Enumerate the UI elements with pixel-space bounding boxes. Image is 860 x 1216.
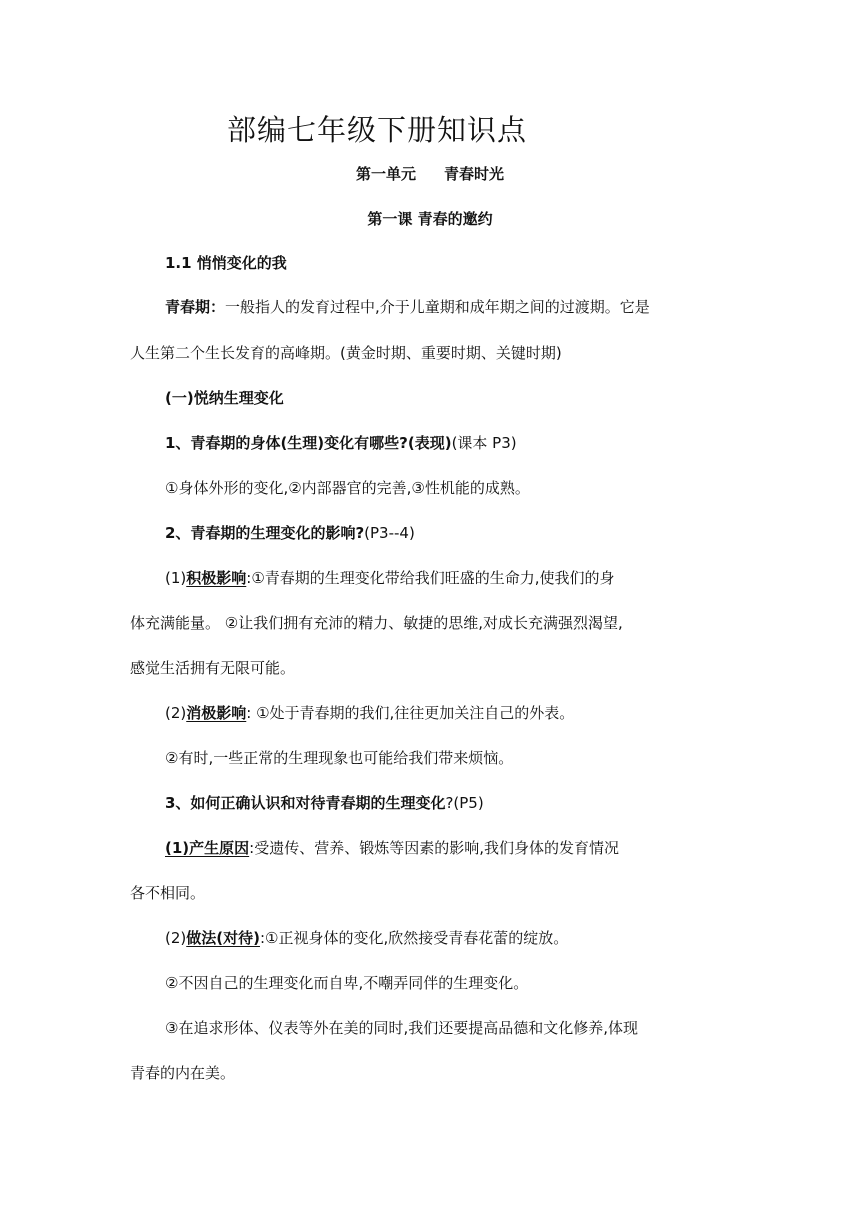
negative-effect-label: 消极影响: [186, 704, 247, 722]
unit-title: [0, 163, 860, 184]
question-3-ref: ?(P5): [445, 794, 484, 812]
positive-effect-number: (1): [165, 569, 187, 587]
document-title: 部编七年级下册知识点: [227, 113, 528, 147]
method-line-3: ③在追求形体、仪表等外在美的同时,我们还要提高品德和文化修养,体现: [165, 1019, 638, 1037]
question-1: [130, 433, 770, 453]
cause-line-1: [130, 838, 770, 858]
unit-label: 第一单元: [355, 165, 416, 183]
positive-effect-text-1: :①青春期的生理变化带给我们旺盛的生命力,使我们的身: [246, 569, 615, 587]
definition-line-1: [130, 297, 770, 317]
negative-effect-line-2: ②有时,一些正常的生理现象也可能给我们带来烦恼。: [165, 749, 514, 767]
definition-line-2: 人生第二个生长发育的高峰期。(黄金时期、重要时期、关键时期): [130, 344, 562, 362]
question-1-text: 1、青春期的身体(生理)变化有哪些?(表现): [165, 434, 452, 452]
negative-effect-text-1: : ①处于青春期的我们,往往更加关注自己的外表。: [246, 704, 575, 722]
positive-effect-line-3: 感觉生活拥有无限可能。: [130, 659, 296, 677]
subsection-heading: (一)悦纳生理变化: [165, 389, 284, 407]
method-line-1: [130, 928, 770, 948]
answer-1: ①身体外形的变化,②内部器官的完善,③性机能的成熟。: [165, 479, 530, 497]
method-number: (2): [165, 929, 187, 947]
question-2-text: 2、青春期的生理变化的影响?: [165, 524, 365, 542]
question-3: [130, 793, 770, 813]
method-line-2: ②不因自己的生理变化而自卑,不嘲弄同伴的生理变化。: [165, 974, 529, 992]
cause-text-1: :受遗传、营养、锻炼等因素的影响,我们身体的发育情况: [249, 839, 619, 857]
cause-line-2: 各不相同。: [130, 884, 206, 902]
cause-label: (1)产生原因: [165, 839, 250, 857]
negative-effect-number: (2): [165, 704, 187, 722]
unit-name: 青春时光: [444, 165, 505, 183]
positive-effect-line-1: [130, 568, 770, 588]
method-line-4: 青春的内在美。: [130, 1064, 236, 1082]
section-heading: 1.1 悄悄变化的我: [165, 254, 287, 272]
question-3-text: 3、如何正确认识和对待青春期的生理变化: [165, 794, 446, 812]
question-1-ref: (课本 P3): [451, 434, 517, 452]
negative-effect-line-1: [130, 703, 770, 723]
positive-effect-line-2: 体充满能量。 ②让我们拥有充沛的精力、敏捷的思维,对成长充满强烈渴望,: [130, 614, 623, 632]
method-label: 做法(对待): [186, 929, 260, 947]
lesson-title: 第一课 青春的邀约: [367, 210, 493, 228]
definition-text-1: 一般指人的发育过程中,介于儿童期和成年期之间的过渡期。它是: [225, 298, 650, 316]
question-2-ref: (P3--4): [364, 524, 415, 542]
definition-term: 青春期：: [165, 298, 226, 316]
positive-effect-label: 积极影响: [186, 569, 247, 587]
question-2: [130, 523, 770, 543]
method-text-1: :①正视身体的变化,欣然接受青春花蕾的绽放。: [259, 929, 569, 947]
